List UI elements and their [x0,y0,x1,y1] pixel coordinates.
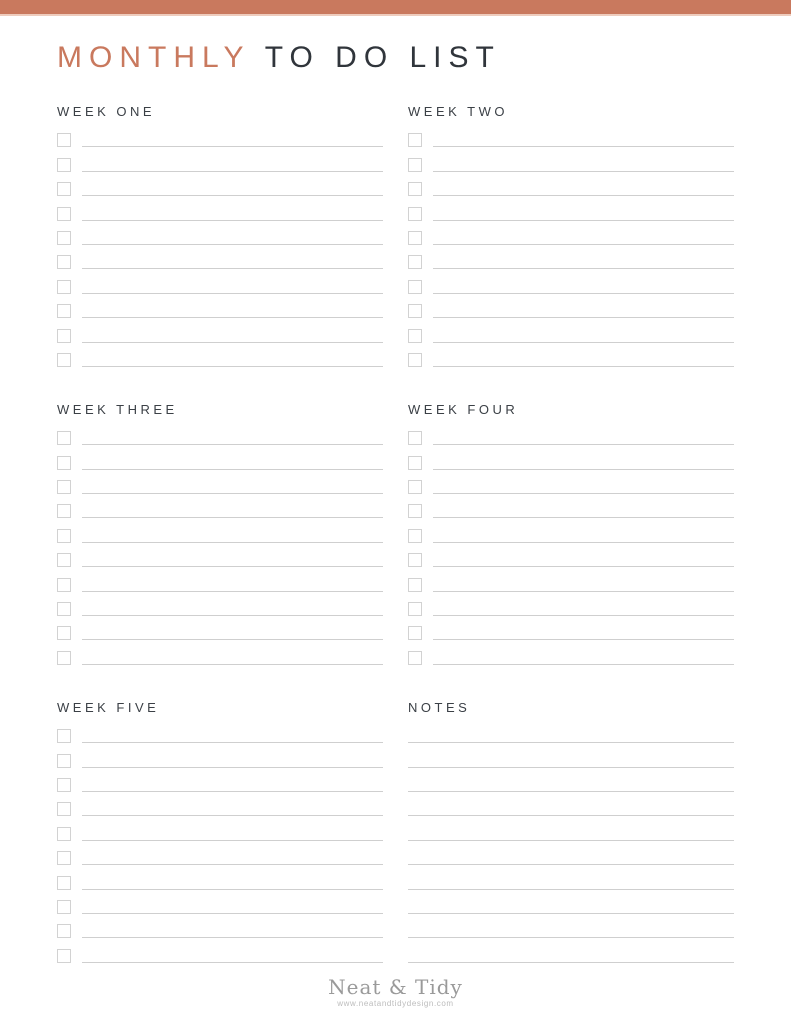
todo-writing-line [82,220,383,221]
todo-checkbox[interactable] [57,924,71,938]
todo-row [408,616,734,640]
todo-checkbox[interactable] [408,602,422,616]
notes-writing-line [408,962,734,963]
todo-checkbox[interactable] [57,578,71,592]
todo-row [57,147,383,171]
section-rows [57,719,383,963]
todo-writing-line [433,664,734,665]
todo-row [408,123,734,147]
todo-writing-line [82,366,383,367]
todo-checkbox[interactable] [57,529,71,543]
todo-writing-line [82,615,383,616]
todo-writing-line [82,767,383,768]
todo-row [57,294,383,318]
todo-row [57,890,383,914]
todo-writing-line [433,591,734,592]
todo-writing-line [433,220,734,221]
todo-row [57,743,383,767]
page-title-accent-word: MONTHLY [57,41,250,74]
todo-writing-line [82,317,383,318]
todo-checkbox[interactable] [408,504,422,518]
section-rows [57,123,383,367]
todo-writing-line [433,444,734,445]
todo-writing-line [433,469,734,470]
todo-writing-line [82,444,383,445]
todo-checkbox[interactable] [57,651,71,665]
todo-checkbox[interactable] [57,851,71,865]
todo-checkbox[interactable] [57,255,71,269]
page-title-rest: TO DO LIST [264,41,501,74]
todo-checkbox[interactable] [57,626,71,640]
todo-row [408,640,734,664]
todo-checkbox[interactable] [408,231,422,245]
todo-row [57,543,383,567]
todo-row [408,343,734,367]
todo-checkbox[interactable] [57,729,71,743]
notes-writing-line [408,815,734,816]
todo-checkbox[interactable] [408,280,422,294]
section-heading: WEEK FIVE [57,699,160,715]
todo-writing-line [433,317,734,318]
notes-row [408,768,734,792]
todo-row [57,914,383,938]
todo-row [57,518,383,542]
todo-row [57,841,383,865]
todo-writing-line [433,639,734,640]
section-week-five [57,700,383,963]
todo-checkbox[interactable] [408,133,422,147]
todo-checkbox[interactable] [408,329,422,343]
todo-row [57,245,383,269]
todo-writing-line [82,815,383,816]
todo-row [57,421,383,445]
todo-row [408,294,734,318]
todo-checkbox[interactable] [57,900,71,914]
todo-checkbox[interactable] [408,553,422,567]
todo-checkbox[interactable] [57,602,71,616]
section-heading: WEEK FOUR [408,401,519,417]
todo-checkbox[interactable] [408,651,422,665]
top-accent-bar [0,0,791,14]
section-notes [408,700,734,963]
section-heading: WEEK ONE [57,104,156,119]
todo-writing-line [82,146,383,147]
todo-writing-line [82,639,383,640]
section-heading: WEEK THREE [57,401,178,417]
todo-row [408,245,734,269]
section-rows [408,123,734,367]
todo-writing-line [82,469,383,470]
notes-row [408,865,734,889]
section-rows [57,421,383,665]
notes-writing-line [408,791,734,792]
todo-checkbox[interactable] [57,456,71,470]
todo-writing-line [82,742,383,743]
section-week-three [57,402,383,665]
notes-row [408,719,734,743]
todo-row [57,269,383,293]
todo-writing-line [82,937,383,938]
todo-checkbox[interactable] [408,626,422,640]
todo-checkbox[interactable] [408,353,422,367]
todo-writing-line [82,962,383,963]
todo-checkbox[interactable] [408,431,422,445]
todo-writing-line [433,195,734,196]
brand-website: www.neatandtidydesign.com [337,999,454,1008]
todo-row [57,196,383,220]
todo-checkbox[interactable] [57,754,71,768]
todo-writing-line [82,566,383,567]
section-heading: NOTES [408,699,471,715]
todo-row [57,470,383,494]
notes-writing-line [408,913,734,914]
todo-writing-line [433,542,734,543]
notes-writing-line [408,937,734,938]
todo-writing-line [433,171,734,172]
todo-row [57,768,383,792]
todo-writing-line [82,840,383,841]
todo-row [57,123,383,147]
todo-row [57,494,383,518]
todo-row [408,494,734,518]
todo-writing-line [82,293,383,294]
todo-checkbox[interactable] [57,133,71,147]
todo-row [408,543,734,567]
todo-writing-line [433,566,734,567]
todo-writing-line [433,366,734,367]
todo-row [408,567,734,591]
todo-row [57,445,383,469]
notes-row [408,914,734,938]
notes-writing-line [408,767,734,768]
notes-row [408,841,734,865]
sections-grid [57,104,734,963]
notes-row [408,816,734,840]
todo-checkbox[interactable] [57,304,71,318]
brand-logo-text: Neat & Tidy [328,975,463,999]
section-week-two [408,104,734,367]
notes-row [408,938,734,962]
notes-writing-line [408,864,734,865]
page-title [57,40,734,76]
todo-row [408,269,734,293]
todo-row [57,792,383,816]
footer [0,976,791,1010]
todo-checkbox[interactable] [57,158,71,172]
todo-checkbox[interactable] [57,280,71,294]
todo-checkbox[interactable] [408,158,422,172]
todo-checkbox[interactable] [57,778,71,792]
todo-checkbox[interactable] [57,876,71,890]
todo-row [57,567,383,591]
todo-row [57,592,383,616]
todo-checkbox[interactable] [57,231,71,245]
notes-row [408,743,734,767]
todo-checkbox[interactable] [57,949,71,963]
notes-row [408,792,734,816]
todo-row [57,816,383,840]
notes-writing-line [408,889,734,890]
todo-row [408,470,734,494]
todo-writing-line [433,493,734,494]
todo-checkbox[interactable] [57,480,71,494]
todo-writing-line [82,342,383,343]
todo-row [57,343,383,367]
todo-row [408,318,734,342]
notes-row [408,890,734,914]
todo-checkbox[interactable] [57,353,71,367]
todo-writing-line [82,195,383,196]
todo-checkbox[interactable] [57,329,71,343]
todo-writing-line [82,591,383,592]
todo-writing-line [82,889,383,890]
todo-checkbox[interactable] [57,802,71,816]
section-week-four [408,402,734,665]
todo-writing-line [82,542,383,543]
todo-row [57,938,383,962]
todo-checkbox[interactable] [57,207,71,221]
todo-checkbox[interactable] [408,529,422,543]
notes-writing-line [408,840,734,841]
todo-checkbox[interactable] [57,553,71,567]
section-heading: WEEK TWO [408,104,508,119]
todo-writing-line [82,171,383,172]
todo-row [57,172,383,196]
todo-checkbox[interactable] [408,255,422,269]
todo-writing-line [433,615,734,616]
todo-checkbox[interactable] [57,182,71,196]
todo-writing-line [433,146,734,147]
todo-checkbox[interactable] [408,480,422,494]
notes-writing-line [408,742,734,743]
todo-row [408,172,734,196]
todo-checkbox[interactable] [57,504,71,518]
todo-writing-line [433,244,734,245]
section-rows [408,719,734,963]
todo-row [408,518,734,542]
todo-writing-line [82,913,383,914]
todo-writing-line [433,293,734,294]
todo-row [57,865,383,889]
todo-row [57,221,383,245]
todo-row [408,421,734,445]
todo-row [408,445,734,469]
todo-checkbox[interactable] [57,827,71,841]
todo-writing-line [433,342,734,343]
todo-writing-line [82,664,383,665]
todo-writing-line [82,493,383,494]
todo-checkbox[interactable] [408,456,422,470]
todo-checkbox[interactable] [408,578,422,592]
section-rows [408,421,734,665]
todo-checkbox[interactable] [57,431,71,445]
todo-row [57,640,383,664]
todo-row [57,719,383,743]
todo-writing-line [433,268,734,269]
todo-row [57,318,383,342]
todo-writing-line [82,864,383,865]
todo-writing-line [433,517,734,518]
todo-row [408,221,734,245]
section-week-one [57,104,383,367]
top-accent-strip [0,14,791,16]
todo-checkbox[interactable] [408,304,422,318]
todo-checkbox[interactable] [408,207,422,221]
todo-writing-line [82,244,383,245]
todo-writing-line [82,517,383,518]
todo-row [408,592,734,616]
todo-row [408,196,734,220]
todo-checkbox[interactable] [408,182,422,196]
todo-writing-line [82,791,383,792]
todo-row [57,616,383,640]
todo-writing-line [82,268,383,269]
todo-row [408,147,734,171]
